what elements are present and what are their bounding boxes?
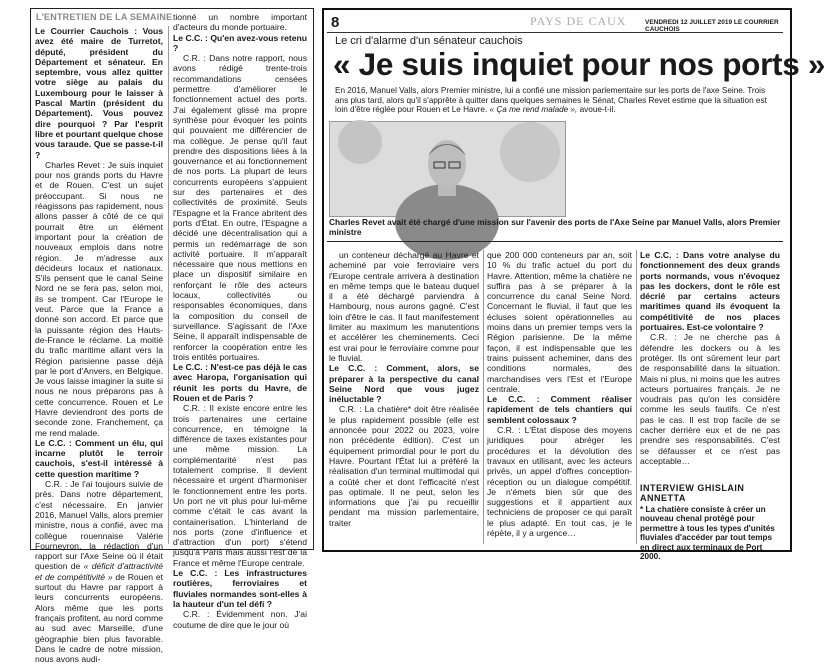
answer-5-cont: un conteneur déchargé au Havre et acheminé par voie ferroviaire vers l'Europe centrale arrivera à destination en même temps que le bateau duquel il a été déchargé parviendra à Hambourg, nous aurons gagné. C'est loin d'être le cas. Il faut manifestement limiter au maximum les manutentions et accélérer les cheminements. Ceci est vrai pour le ferroviaire comme pour le fluvial. [329, 250, 479, 363]
question-6: Le C.C. : Comment, alors, se préparer à la perspective du canal Seine Nord que vous jugez inéluctable ? [329, 363, 479, 405]
column-divider [483, 250, 484, 544]
answer-4: C.R. : Il existe encore entre les trois partenaires une certaine concurrence, en témoigne la différence de taxes existantes pour une même mission. La complémentarité n'est pas totalement comprise. Il devient nécessaire et urgent d'harmoniser le fonctionnement entre les ports. Un port ne vit plus pour lui-même comme c'était le cas avant la containerisation. L'hinterland de nos ports (zone d'influence et d'attraction d'un port) s'étend jusqu'à Paris mais aussi l'est de la France et même l'Europe centrale. [173, 403, 307, 568]
photo-caption: Charles Revet avait été chargé d'une mission sur l'avenir des ports de l'Axe Seine par Manuel Valls, alors Premier ministre [329, 217, 781, 237]
column-divider [168, 26, 169, 544]
caption-rule [327, 241, 783, 242]
article-overline: Le cri d'alarme d'un sénateur cauchois [335, 35, 523, 47]
answer-5: C.R. : Évidemment non. J'ai coutume de dire que le jour où [173, 609, 307, 630]
right-column-c [640, 250, 780, 480]
article-standfirst: En 2016, Manuel Valls, alors Premier ministre, lui a confié une mission parlementaire sur les ports de l'axe Seine. Trois ans plus tard, alors qu'il s'apprête à quitter dans quelques semaines le Sénat, Charles Revet estime que la situation est loin d'être réglée pour Rouen et Le Havre. « Ça me rend malade », avoue-t-il. [335, 86, 767, 115]
answer-8: C.R. : Je ne cherche pas à défendre les dockers ou à les protéger. Ils ont sûrement leur part de responsabilité dans la situation. Mais ni plus, ni moins que les autres acteurs portuaires français. Je ne voudrais pas qu'on les considère comme les seuls fautifs. Ce n'est pas le cas. Il est trop facile de se cacher derrière eux et de ne pas prendre ses responsabilités. C'est se défausser et ce n'est pas acceptable… [640, 332, 780, 466]
answer-3: C.R. : Dans notre rapport, nous avons rédigé trente-trois recommandations censées permettre d'améliorer le fonctionnement actuel des ports. J'ai également glissé ma propre synthèse pour évoquer les points qui pouvaient me différencier de ma collègue. Je pense qu'il faut prendre des dispositions liées à la gouvernance et au fonctionnement de nos ports. La plupart de leurs concurrents européens s'appuient sur des partenaires et des collectivités de proximité. Seuls l'Espagne et la France abritent des ports d'État. En outre, l'Espagne a décidé une décentralisation qui a permis un redémarrage de son activité portuaire. Il m'apparaît nécessaire que nous mettions en place un dispositif similaire en renforçant le rôle des acteurs locaux, collectivités ou responsables économiques, dans la composition du conseil de surveillance. S'agissant de l'Axe Seine, il apparaît indispensable de renforcer la coopération entre les trois entités portuaires. [173, 53, 307, 362]
right-column-b [487, 250, 632, 545]
left-column-2 [173, 12, 307, 630]
page-number: 8 [331, 14, 340, 31]
right-column-a [329, 250, 479, 545]
question-8: Le C.C. : Dans votre analyse du fonctionnement des deux grands ports normands, vous n'évoquez pas les dockers, dont le rôle est décrié par certains acteurs maritimes quand ils évoquent la compétitivité de nos places portuaires. Est-ce volontaire ? [640, 250, 780, 333]
answer-cont: tionné un nombre important d'acteurs du monde portuaire. [173, 12, 307, 33]
question-3: Le C.C. : Qu'en avez-vous retenu ? [173, 32, 307, 53]
question-2: Le C.C. : Comment un élu, qui incarne plutôt le terroir cauchois, s'est-il intéressé à cette question maritime ? [35, 437, 163, 479]
answer-7: C.R. : L'État dispose des moyens juridiques pour abréger les procédures et la dévolution des travaux en utilisant, avec les acteurs privés, un appel d'offres conception-réception ou un dialogue compétitif. Je n'émets bien sûr que des suggestions et il appartient aux techniciens de proposer ce qui paraît le plus adapté. En tout cas, je le répète, il y a urgence… [487, 425, 632, 539]
section-kicker: L'ENTRETIEN DE LA SEMAINE [36, 12, 173, 22]
page-region: PAYS DE CAUX [530, 14, 627, 28]
page-dateline: VENDREDI 12 JUILLET 2019 LE COURRIER CAUCHOIS [645, 19, 779, 33]
portrait-illustration [330, 122, 565, 216]
question-5: Le C.C. : Les infrastructures routières, ferroviaires et fluviales normandes sont-elles à la hauteur d'un tel défi ? [173, 568, 307, 609]
author-signature: INTERVIEW GHISLAIN ANNETTA [640, 483, 745, 503]
question-intro: Le Courrier Cauchois : Vous avez été maire de Turretot, député, président du Département et sénateur. En septembre, vous allez quitter votre siège au palais du Luxembourg pour le laisser à Pascal Martin (président du Département). Vous pouvez dire pourquoi ? Par l'esprit libre et pourtant quelque chose vous taraude. Que se passe-t-il ? [35, 26, 163, 160]
answer-6-cont: que 200 000 conteneurs par an, soit 10 % du trafic actuel du port du Havre. Attention, même la chatière ne suffira pas à se préparer à la concurrence du canal Seine Nord. Concernant le fluvial, il faut que les écluses soient opérationnelles au moins dans un premier temps vers la Région parisienne. De la même façon, il est indispensable que les trains puissent acheminer, dans des conditions normales, des marchandises vers l'Est et l'Europe centrale. [487, 250, 632, 394]
answer-6: C.R. : La chatière* doit être réalisée le plus rapidement possible (elle est annoncée pour 2022 ou 2023, voire non précédente édition). C'est un équipement primordial pour le port du Havre. Pourtant l'État lui a préféré la réalisation d'un terminal multimodal qui a coûté cher et dont l'efficacité n'est pas optimale. Il ne peut, selon les informations que j'ai pu recueillir pendant ma mission parlementaire, traiter [329, 404, 479, 528]
portrait-photo [329, 121, 566, 217]
left-column-1 [35, 26, 164, 664]
answer-2: C.R. : Je l'ai toujours suivie de près. Dans notre département, c'est nécessaire. En janvier 2016, Manuel Valls, alors premier ministre, nous a confié, avec ma collègue rouennaise Valérie Fourneyron, la rédaction d'un rapport sur l'Axe Seine où il était question de « déficit d'attractivité et de compétitivité » de Rouen et surtout du Havre par rapport à leurs concurrents européens. Alors même que les ports français profitent, au nord comme au sud avec Marseille, d'une géographie bien plus favorable. Dans le cadre de notre mission, nous avons audi- [35, 479, 164, 664]
answer-1: Charles Revet : Je suis inquiet pour nos grands ports du Havre et de Rouen. C'est un sujet préoccupant. Si nous ne réagissons pas rapidement, nous allons passer à côté de ce qui pourrait être un élément important pour la création de nouveaux emplois dans notre région. Je m'adresse aux décideurs locaux et nationaux. S'ils pensent que le canal Seine Nord ne se fera pas, selon moi, ils se trompent. Car l'Europe le veut. Parce que la France a donné son accord. Et parce que la puissante région des Hauts-de-France le réclame. La moitié du trafic maritime allant vers la Région parisienne passe déjà par le port d'Anvers, en Belgique. Je vous laisse imaginer la suite si nous ne nous préparons pas à cette concurrence. Rouen et Le Havre deviendront des ports de seconde zone. Franchement, ça me rend malade. [35, 159, 163, 438]
question-7: Le C.C. : Comment réaliser rapidement de tels chantiers qui semblent colossaux ? [487, 394, 632, 425]
footnote: * La chatière consiste à créer un nouveau chenal protégé pour permettre à tous les types d'unités fluviales d'accéder par tout temps en direct aux terminaux de Port 2000. [640, 505, 775, 562]
question-4: Le C.C. : N'est-ce pas déjà le cas avec Haropa, l'organisation qui réunit les ports du Havre, de Rouen et de Paris ? [173, 362, 307, 403]
column-divider [636, 250, 637, 544]
article-headline: « Je suis inquiet pour nos ports » [333, 46, 825, 82]
